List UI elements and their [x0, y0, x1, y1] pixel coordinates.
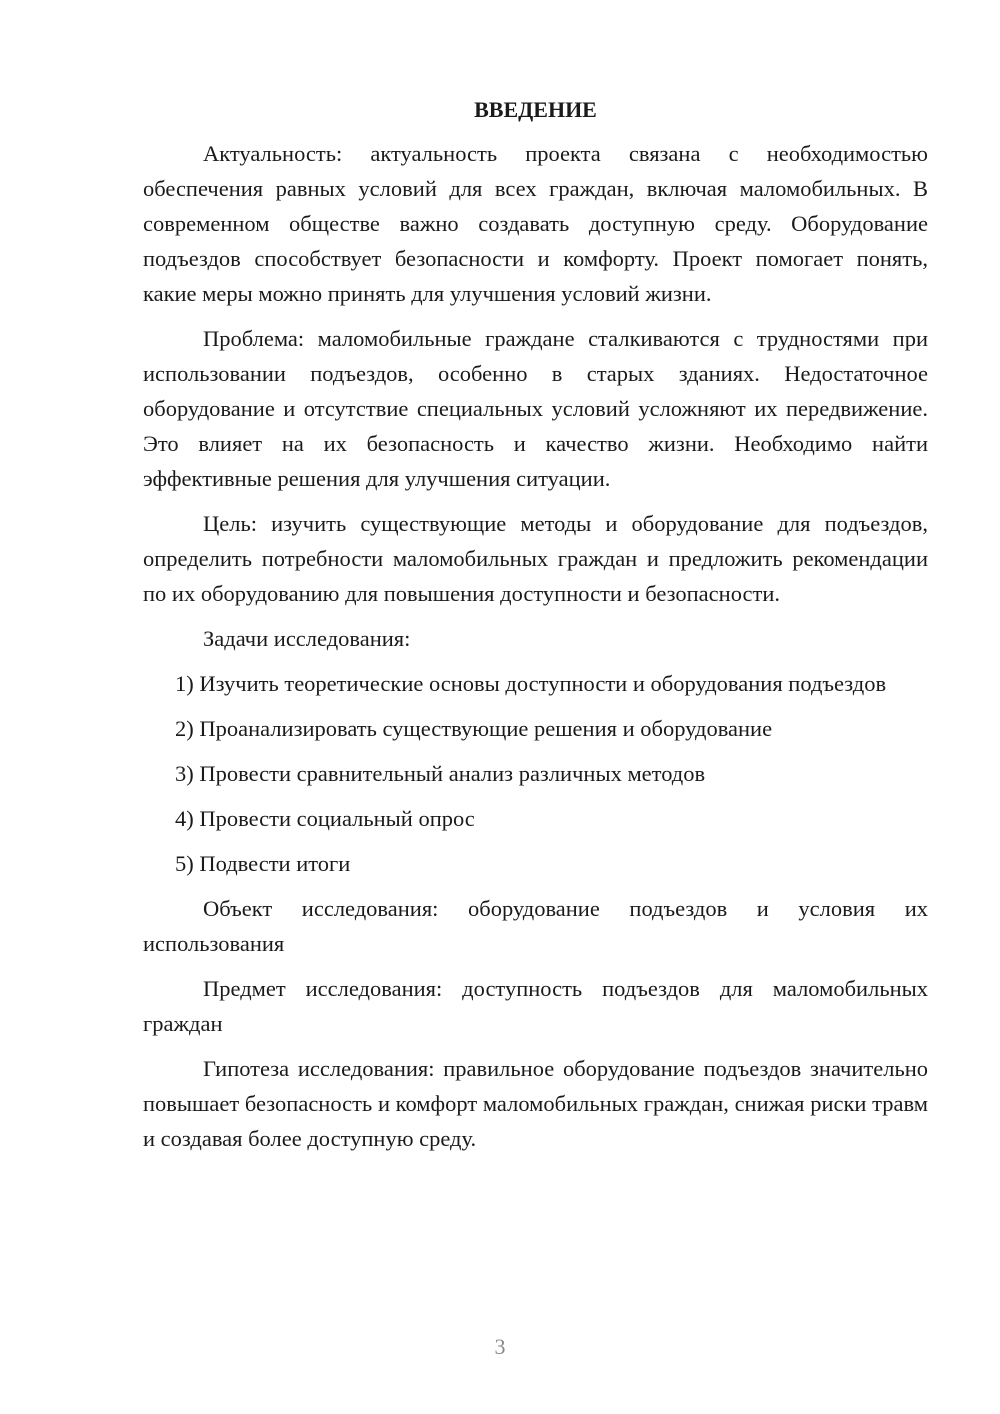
paragraph-object: Объект исследования: оборудование подъездов и условия их использования: [143, 896, 928, 956]
page-title: ВВЕДЕНИЕ: [474, 97, 597, 122]
task-item-1: 1) Изучить теоретические основы доступности и оборудования подъездов: [175, 671, 887, 696]
task-item-5: 5) Подвести итоги: [175, 851, 351, 876]
task-item-3: 3) Провести сравнительный анализ различных методов: [175, 761, 706, 786]
paragraph-hypothesis: Гипотеза исследования: правильное оборудование подъездов значительно повышает безопасность и комфорт маломобильных граждан, снижая риски травм и создавая более доступную среду.: [143, 1056, 928, 1151]
task-item-4: 4) Провести социальный опрос: [175, 806, 475, 831]
paragraph-problem: Проблема: маломобильные граждане сталкиваются с трудностями при использовании подъездов, особенно в старых зданиях. Недостаточное оборудование и отсутствие специальных условий усложняют их передвижение. Это влияет на их безопасность и качество жизни. Необходимо найти эффективные решения для улучшения ситуации.: [143, 326, 928, 491]
tasks-title: Задачи исследования:: [203, 626, 411, 651]
document-page: [143, 94, 928, 1166]
paragraph-goal: Цель: изучить существующие методы и оборудование для подъездов, определить потребности маломобильных граждан и предложить рекомендации по их оборудованию для повышения доступности и безопасности.: [143, 511, 928, 606]
task-item-2: 2) Проанализировать существующие решения и оборудование: [175, 716, 773, 741]
page-number: 3: [494, 1334, 506, 1359]
paragraph-relevance: Актуальность: актуальность проекта связана с необходимостью обеспечения равных условий для всех граждан, включая маломобильных. В современном обществе важно создавать доступную среду. Оборудование подъездов способствует безопасности и комфорту. Проект помогает понять, какие меры можно принять для улучшения условий жизни.: [143, 141, 928, 306]
paragraph-subject: Предмет исследования: доступность подъездов для маломобильных граждан: [143, 976, 928, 1036]
